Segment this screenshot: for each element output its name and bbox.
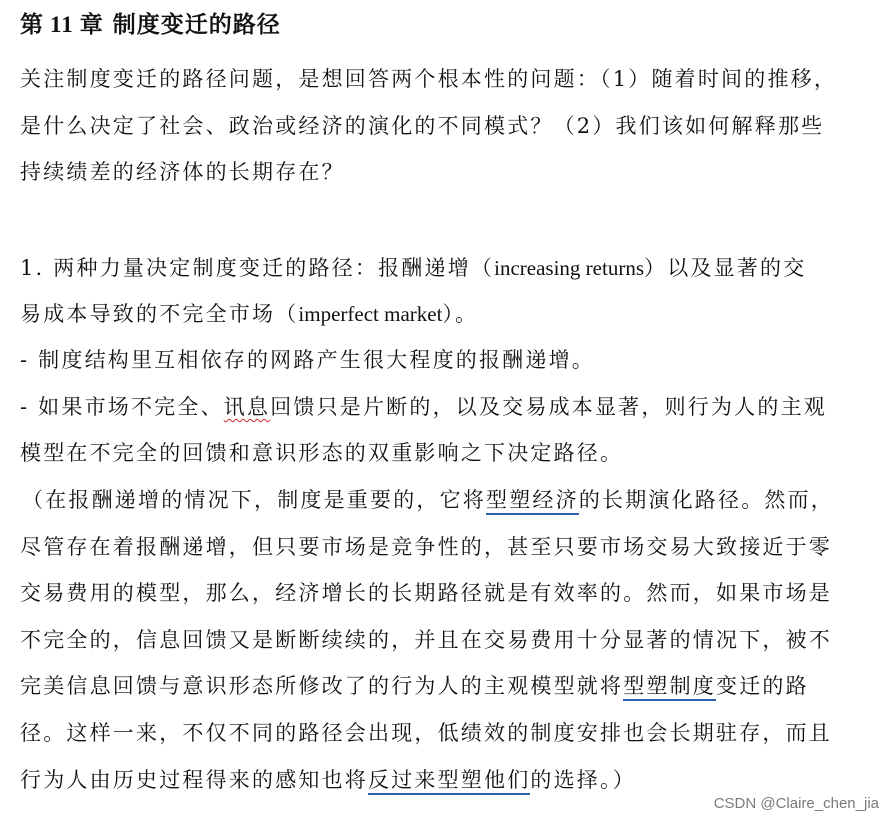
line-text: - 如果市场不完全、	[20, 395, 224, 419]
bullet-line	[20, 345, 880, 375]
line-text: ）。	[442, 302, 479, 326]
grammar-underlined-phrase[interactable]: 型塑经济	[486, 488, 579, 515]
bullet-line	[20, 392, 880, 422]
paragraph-line	[20, 718, 880, 748]
line-text: 模型在不完全的回馈和意识形态的双重影响之下决定路径。	[20, 441, 624, 465]
line-text: 关注制度变迁的路径问题，是想回答两个根本性的问题：（1）随着时间的推移，	[20, 67, 838, 91]
grammar-underlined-phrase[interactable]: 型塑制度	[623, 674, 716, 701]
paragraph-line	[22, 485, 882, 515]
spellcheck-underlined-word[interactable]: 讯息	[223, 395, 271, 419]
paragraph-line	[20, 532, 880, 562]
csdn-watermark: CSDN @Claire_chen_jia	[713, 795, 879, 812]
chapter-title-text: 章 制度变迁的路径	[79, 11, 281, 38]
line-text: 行为人由历史过程得来的感知也将	[20, 768, 368, 792]
line-text: （在报酬递增的情况下，制度是重要的，它将	[22, 488, 486, 512]
chapter-title-prefix: 第	[20, 11, 44, 38]
line-text: ）以及显著的交	[644, 256, 807, 280]
line-text: 变迁的路	[716, 674, 809, 698]
line-text: 易成本导致的不完全市场（	[20, 302, 299, 326]
paragraph-line	[20, 64, 880, 94]
line-text: 完美信息回馈与意识形态所修改了的行为人的主观模型就将	[20, 674, 624, 698]
line-text: 尽管存在着报酬递增，但只要市场是竞争性的，甚至只要市场交易大致接近于零	[20, 535, 832, 559]
line-text: 的长期演化路径。然而，	[578, 488, 835, 512]
line-text: 径。这样一来，不仅不同的路径会出现，低绩效的制度安排也会长期驻存，而且	[20, 721, 832, 745]
paragraph-line	[20, 438, 880, 468]
paragraph-line	[20, 157, 880, 187]
paragraph-line	[20, 299, 880, 329]
english-term: imperfect market	[298, 302, 443, 326]
grammar-underlined-phrase[interactable]: 反过来型塑他们	[368, 768, 530, 795]
line-text: 的选择。）	[530, 768, 636, 792]
line-text: 1. 两种力量决定制度变迁的路径：报酬递增（	[20, 256, 495, 280]
line-text: 回馈只是片断的，以及交易成本显著，则行为人的主观	[270, 395, 827, 419]
paragraph-line	[20, 111, 880, 141]
paragraph-line	[20, 578, 880, 608]
line-text: 交易费用的模型，那么，经济增长的长期路径就是有效率的。然而，如果市场是	[20, 581, 832, 605]
paragraph-line	[20, 765, 880, 795]
line-text: 不完全的，信息回馈又是断断续续的，并且在交易费用十分显著的情况下，被不	[20, 628, 832, 652]
paragraph-line	[20, 625, 880, 655]
chapter-title	[20, 8, 281, 42]
line-text: 持续绩差的经济体的长期存在？	[20, 160, 345, 184]
paragraph-line	[20, 253, 880, 283]
line-text: 是什么决定了社会、政治或经济的演化的不同模式？（2）我们该如何解释那些	[20, 114, 825, 138]
paragraph-line	[20, 671, 880, 701]
line-text: - 制度结构里互相依存的网路产生很大程度的报酬递增。	[20, 348, 595, 372]
chapter-number: 11	[50, 12, 74, 37]
english-term: increasing returns	[494, 256, 644, 280]
